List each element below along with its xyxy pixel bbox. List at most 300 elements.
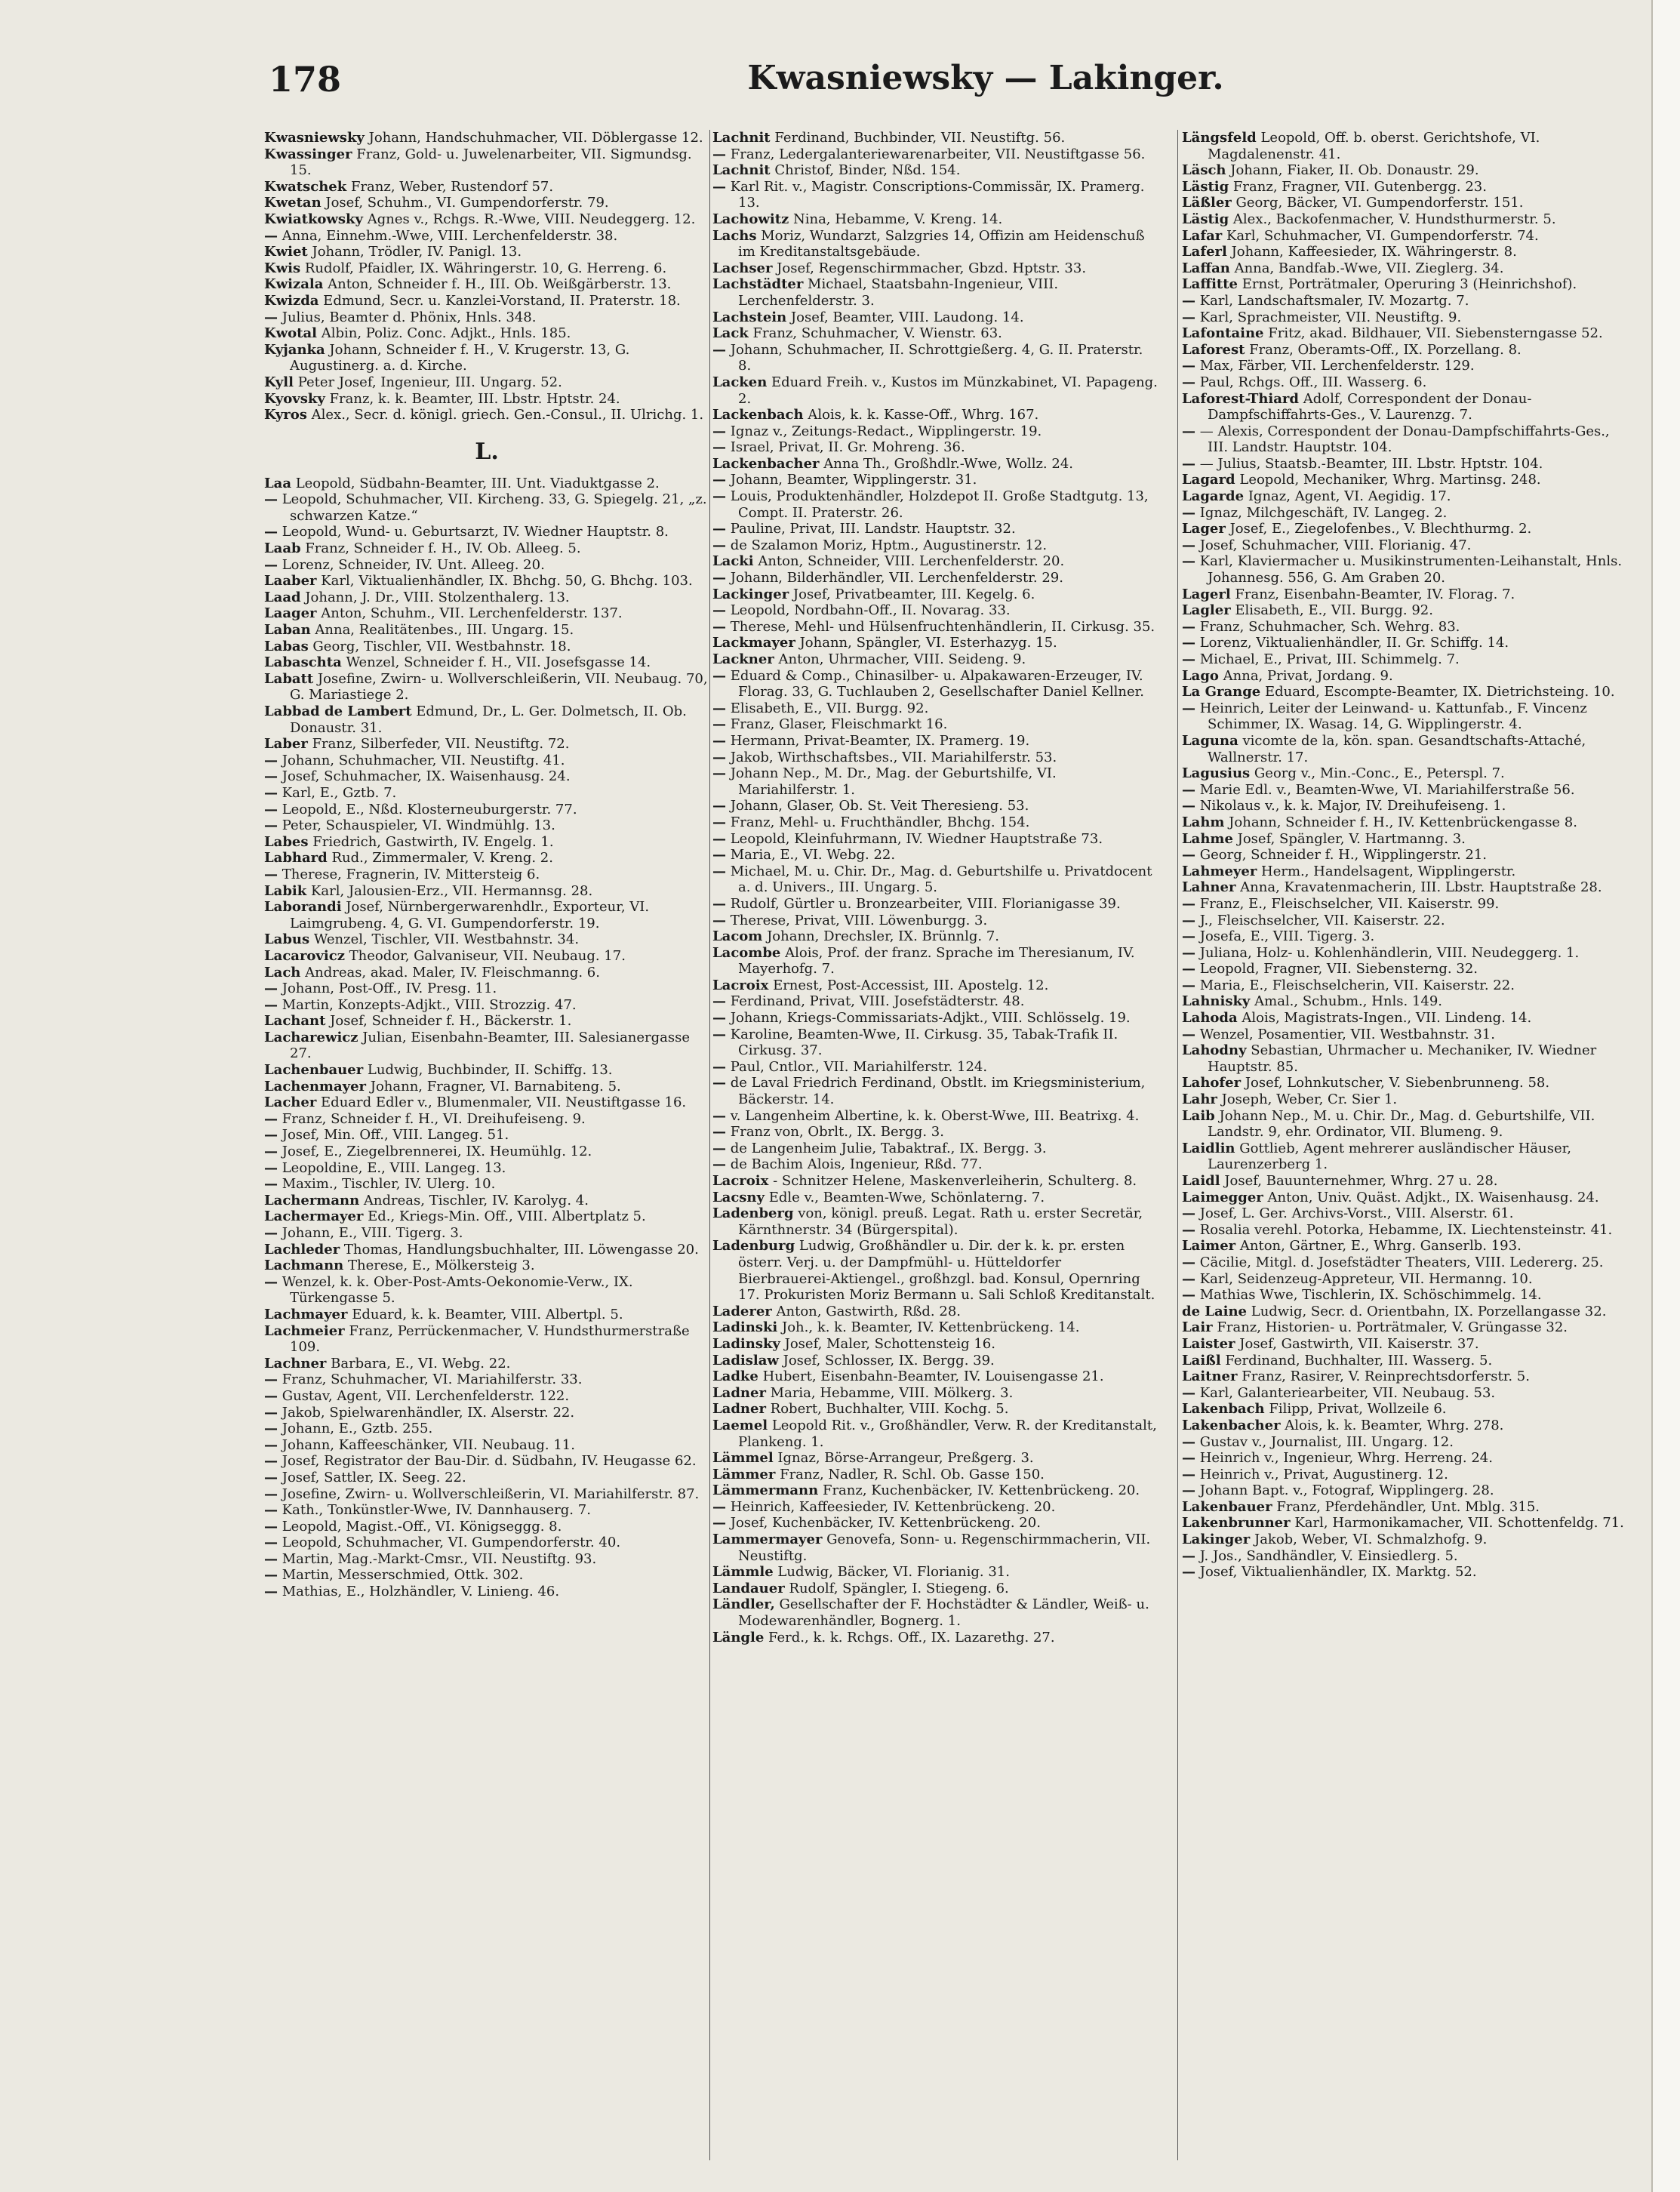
directory-entry: [264, 1258, 709, 1274]
entry-details: Albin, Poliz. Conc. Adjkt., Hnls. 185.: [316, 325, 571, 342]
directory-entry: [1182, 913, 1627, 929]
directory-entry: [712, 521, 1158, 537]
entry-details: Ferd., k. k. Rchgs. Off., IX. Lazarethg. 27.: [764, 1629, 1055, 1646]
entry-name: —: [1182, 781, 1195, 798]
entry-details: Josef, Schuhmacher, IX. Waisenhausg. 24.: [278, 768, 571, 785]
directory-entry: [712, 1482, 1158, 1499]
entry-details: Ferdinand, Buchbinder, VII. Neustiftg. 56.: [770, 130, 1066, 146]
entry-details: Therese, Mehl- und Hülsenfruchtenhändlerin, II. Cirkusg. 35.: [726, 618, 1155, 635]
entry-name: —: [712, 602, 726, 619]
entry-name: Laitner: [1182, 1368, 1238, 1385]
directory-entry: [264, 1437, 709, 1454]
directory-entry: [264, 1584, 709, 1600]
directory-entry: [1182, 700, 1627, 733]
directory-entry: [712, 928, 1158, 945]
entry-details: Johann, E., VIII. Tigerg. 3.: [278, 1225, 463, 1241]
directory-entry: [712, 945, 1158, 977]
entry-details: Rudolf, Spängler, I. Stiegeng. 6.: [784, 1580, 1009, 1596]
entry-details: Josef, E., Ziegelofenbes., V. Blechthurmg. 2.: [1225, 521, 1532, 537]
entry-name: —: [1182, 1205, 1195, 1222]
entry-name: Ladenburg: [712, 1238, 795, 1255]
directory-entry: [264, 622, 709, 639]
directory-entry: [264, 1519, 709, 1535]
entry-details: v. Langenheim Albertine, k. k. Oberst-Wwe, III. Beatrixg. 4.: [726, 1107, 1140, 1124]
directory-entry: [264, 244, 709, 260]
entry-name: Lagler: [1182, 602, 1231, 619]
directory-entry: [712, 342, 1158, 374]
entry-name: Kwetan: [264, 195, 322, 211]
directory-entry: [1182, 1450, 1627, 1467]
entry-details: vicomte de la, kön. span. Gesandtschafts-Attaché, Wallnerstr. 17.: [1208, 732, 1586, 765]
entry-details: Robert, Buchhalter, VIII. Kochg. 5.: [765, 1401, 1009, 1418]
entry-details: Ernst, Porträtmaler, Operuring 3 (Heinrichshof).: [1238, 276, 1577, 293]
entry-name: —: [1182, 1221, 1195, 1238]
entry-details: Franz, Rasirer, V. Reinprechtsdorferstr. 5.: [1237, 1368, 1530, 1385]
entry-name: —: [1182, 798, 1195, 814]
directory-entry: [1182, 276, 1627, 293]
entry-details: Nina, Hebamme, V. Kreng. 14.: [789, 211, 1003, 227]
entry-details: Amal., Schubm., Hnls. 149.: [1250, 993, 1443, 1010]
directory-entry: [264, 374, 709, 391]
directory-entry: [1182, 602, 1627, 619]
entry-name: Labatt: [264, 670, 314, 687]
entry-details: Maria, E., VI. Webg. 22.: [726, 847, 896, 864]
entry-details: Anton, Schuhm., VII. Lerchenfelderstr. 137.: [316, 605, 623, 622]
directory-entry: [712, 651, 1158, 668]
entry-name: —: [1182, 455, 1195, 472]
directory-entry: [1182, 1042, 1627, 1075]
entry-details: Josef, E., Ziegelbrennerei, IX. Heumühlg. 12.: [278, 1144, 592, 1160]
entry-details: Peter Josef, Ingenieur, III. Ungarg. 52.: [293, 374, 562, 390]
entry-name: —: [264, 524, 278, 540]
directory-entry: [1182, 651, 1627, 668]
directory-entry: [1182, 896, 1627, 913]
directory-entry: [712, 668, 1158, 700]
entry-name: —: [712, 1026, 726, 1042]
directory-entry: [1182, 1027, 1627, 1043]
entry-details: Leopold, Magist.-Off., VI. Königseggg. 8.: [278, 1518, 562, 1535]
entry-details: Wenzel, k. k. Ober-Post-Amts-Oekonomie-Verw., IX. Türkengasse 5.: [278, 1273, 633, 1307]
directory-entry: [712, 1353, 1158, 1369]
directory-entry: [1182, 488, 1627, 505]
entry-name: Kwizala: [264, 276, 324, 293]
entry-name: —: [712, 1515, 726, 1532]
entry-name: Laa: [264, 475, 291, 491]
entry-name: —: [712, 847, 726, 864]
directory-entry: [1182, 668, 1627, 685]
entry-name: —: [712, 472, 726, 488]
entry-name: —: [1182, 374, 1195, 390]
entry-details: Jakob, Spielwarenhändler, IX. Alserstr. 22.: [278, 1404, 575, 1421]
directory-entry: [1182, 619, 1627, 636]
entry-details: Rud., Zimmermaler, V. Kreng. 2.: [327, 850, 553, 867]
directory-entry: [264, 1274, 709, 1307]
entry-details: Karl, Schuhmacher, VI. Gumpendorferstr. 74.: [1222, 227, 1539, 244]
entry-details: Louis, Produktenhändler, Holzdepot II. Große Stadtgutg. 13, Compt. II. Praterstr. 26.: [726, 488, 1149, 521]
entry-details: Alois, k. k. Kasse-Off., Whrg. 167.: [803, 407, 1039, 423]
entry-name: —: [264, 227, 278, 244]
entry-name: Laber: [264, 736, 308, 753]
entry-name: Lacarovicz: [264, 947, 345, 964]
entry-details: Filipp, Privat, Wollzeile 6.: [1264, 1401, 1447, 1418]
directory-entry: [1182, 472, 1627, 488]
entry-name: Lahr: [1182, 1091, 1217, 1108]
entry-name: Lachner: [264, 1355, 327, 1372]
entry-name: —: [1182, 423, 1195, 439]
entry-name: —: [712, 521, 726, 537]
directory-entry: [264, 736, 709, 753]
entry-details: Anton, Univ. Quäst. Adjkt., IX. Waisenhausg. 24.: [1263, 1189, 1599, 1205]
directory-entry: [1182, 1141, 1627, 1173]
directory-entry: [712, 1336, 1158, 1353]
entry-name: Lagerl: [1182, 586, 1231, 602]
entry-details: Fritz, akad. Bildhauer, VII. Siebensterngasse 52.: [1263, 325, 1603, 342]
entry-name: —: [1182, 944, 1195, 961]
entry-details: Karoline, Beamten-Wwe, II. Cirkusg. 35, Tabak-Trafik II. Cirkusg. 37.: [726, 1026, 1118, 1059]
directory-entry: [264, 1062, 709, 1079]
directory-entry: [264, 195, 709, 211]
entry-name: Lach: [264, 964, 301, 981]
directory-entry: [264, 867, 709, 883]
entry-name: Lack: [712, 325, 749, 342]
directory-entry: [712, 586, 1158, 603]
entry-details: Martin, Konzepts-Adjkt., VIII. Strozzig. 47.: [278, 996, 577, 1013]
directory-entry: [712, 765, 1158, 798]
entry-name: Kwotal: [264, 325, 317, 342]
directory-entry: [264, 228, 709, 245]
directory-entry: [1182, 635, 1627, 651]
directory-entry: [264, 130, 709, 146]
directory-entry: [264, 931, 709, 948]
entry-details: Josef, Beamter, VIII. Laudong. 14.: [786, 309, 1024, 325]
directory-entry: [264, 1225, 709, 1242]
entry-name: —: [712, 537, 726, 553]
entry-name: Lago: [1182, 667, 1219, 684]
directory-entry: [1182, 1499, 1627, 1516]
directory-entry: [1182, 1515, 1627, 1532]
directory-entry: [1182, 1319, 1627, 1336]
entry-name: —: [264, 309, 278, 325]
entry-details: Leopold, Off. b. oberst. Gerichtshofe, VI. Magdalenenstr. 41.: [1208, 130, 1540, 162]
entry-name: Kyjanka: [264, 341, 325, 358]
directory-entry: [1182, 1385, 1627, 1402]
directory-entry: [1182, 456, 1627, 473]
entry-name: Läsch: [1182, 162, 1226, 179]
entry-details: Hubert, Eisenbahn-Beamter, IV. Louisengasse 21.: [758, 1368, 1104, 1385]
page-header: [269, 59, 1612, 112]
entry-name: Lachmann: [264, 1258, 344, 1274]
entry-name: Laab: [264, 540, 301, 557]
directory-entry: [264, 342, 709, 374]
entry-name: —: [1182, 1450, 1195, 1467]
directory-entry: [264, 965, 709, 981]
entry-details: Josefine, Zwirn- u. Wollverschleißerin, VII. Neubaug. 70, G. Mariastiege 2.: [290, 670, 708, 703]
entry-name: —: [1182, 504, 1195, 521]
entry-details: Anton, Schneider, VIII. Lerchenfelderstr. 20.: [753, 553, 1065, 570]
directory-entry: [264, 1502, 709, 1519]
entry-details: Franz, Ledergalanteriewarenarbeiter, VII. Neustiftgasse 56.: [726, 146, 1146, 162]
entry-name: —: [264, 1535, 278, 1551]
directory-entry: [712, 1059, 1158, 1076]
directory-entry: [264, 540, 709, 557]
entry-details: Johann Nep., M. u. Chir. Dr., Mag. d. Geburtshilfe, VII. Landstr. 9, ehr. Ordinator, VII. Blumeng. 9.: [1208, 1107, 1595, 1141]
entry-name: Laidl: [1182, 1173, 1220, 1189]
directory-entry: [264, 785, 709, 802]
entry-details: Josef, Gastwirth, VII. Kaiserstr. 37.: [1235, 1335, 1479, 1352]
entry-name: —: [712, 700, 726, 716]
directory-entry: [712, 1190, 1158, 1206]
entry-name: Lakenbacher: [1182, 1417, 1281, 1433]
directory-entry: [264, 1486, 709, 1503]
directory-entry: [264, 1176, 709, 1193]
entry-details: Anton, Gastwirth, Rßd. 28.: [771, 1303, 961, 1319]
entry-name: —: [712, 1156, 726, 1173]
entry-name: Laffitte: [1182, 276, 1238, 293]
entry-details: Josef, Schuhm., VI. Gumpendorferstr. 79.: [321, 195, 609, 211]
entry-details: Georg, Schneider f. H., Wipplingerstr. 21.: [1195, 847, 1488, 864]
entry-name: —: [712, 341, 726, 358]
directory-entry: [712, 276, 1158, 309]
directory-entry: [1182, 1304, 1627, 1320]
entry-name: Lachmayer: [264, 1306, 348, 1322]
entry-details: Eduard & Comp., Chinasilber- u. Alpakawaren-Erzeuger, IV. Florag. 33, G. Tuchlauben 2, Gesellschafter Daniel Kellner.: [726, 667, 1144, 700]
entry-details: Johann, Fiaker, II. Ob. Donaustr. 29.: [1226, 162, 1479, 179]
entry-name: —: [712, 863, 726, 879]
directory-entry: [712, 733, 1158, 750]
entry-name: Lakenbach: [1182, 1401, 1265, 1418]
entry-name: Lackinger: [712, 586, 789, 602]
entry-name: Lachmeier: [264, 1322, 345, 1339]
entry-name: —: [712, 1498, 726, 1515]
directory-entry: [264, 605, 709, 622]
directory-entry: [264, 476, 709, 492]
directory-entry: [264, 590, 709, 606]
entry-details: Genovefa, Sonn- u. Regenschirmmacherin, VII. Neustiftg.: [738, 1532, 1151, 1564]
entry-name: Lackner: [712, 651, 774, 667]
entry-details: Johann Bapt. v., Fotograf, Wipplingerg. 28.: [1195, 1482, 1494, 1499]
directory-entry: [712, 1596, 1158, 1629]
entry-details: Ferdinand, Privat, VIII. Josefstädterstr. 48.: [726, 993, 1025, 1010]
entry-name: Kwiet: [264, 244, 308, 260]
entry-name: —: [264, 784, 278, 801]
entry-name: Kyll: [264, 374, 294, 390]
entry-details: de Szalamon Moriz, Hptm., Augustinerstr. 12.: [726, 537, 1048, 553]
entry-details: Gustav, Agent, VII. Lerchenfelderstr. 122.: [278, 1387, 570, 1404]
entry-name: Lahoda: [1182, 1010, 1238, 1027]
entry-name: —: [264, 1584, 278, 1600]
entry-name: Lakinger: [1182, 1532, 1251, 1548]
entry-details: Peter, Schauspieler, VI. Windmühlg. 13.: [278, 817, 555, 834]
entry-name: Lagusius: [1182, 765, 1251, 782]
entry-details: Karl, Jalousien-Erz., VII. Hermannsg. 28.: [306, 882, 593, 899]
directory-entry: [264, 850, 709, 867]
entry-details: Leopold, Südbahn-Beamter, III. Unt. Viaduktgasse 2.: [291, 475, 660, 491]
entry-details: de Laval Friedrich Ferdinand, Obstlt. im Kriegsministerium, Bäckerstr. 14.: [726, 1075, 1146, 1108]
entry-details: Wenzel, Posamentier, VII. Westbahnstr. 31.: [1195, 1026, 1495, 1042]
entry-name: —: [264, 1469, 278, 1485]
directory-entry: [712, 472, 1158, 488]
entry-details: Ignaz, Milchgeschäft, IV. Langeg. 2.: [1195, 504, 1448, 521]
entry-name: —: [712, 732, 726, 749]
entry-details: Josef, Regenschirmmacher, Gbzd. Hptstr. 33.: [772, 260, 1087, 276]
entry-name: Laaber: [264, 573, 317, 590]
page-number: 178: [269, 59, 342, 100]
entry-name: —: [1182, 1026, 1195, 1042]
entry-name: Laferl: [1182, 244, 1227, 260]
directory-entry: [712, 913, 1158, 929]
directory-entry: [1182, 1222, 1627, 1239]
entry-details: Theodor, Galvaniseur, VII. Neubaug. 17.: [344, 947, 626, 964]
entry-name: Lämmer: [712, 1466, 776, 1482]
entry-details: Ludwig, Großhändler u. Dir. der k. k. pr. ersten österr. Verj. u. der Dampfmühl- u. Hütteldorfer Bierbrauerei-Aktiengel., großhzgl. bad. Konsul, Opernring 17. Prokuristen Moriz Bermann u. Sali Schloß Kreditanstalt.: [738, 1238, 1155, 1304]
entry-details: Josef, Spängler, V. Hartmanng. 3.: [1232, 830, 1466, 847]
entry-details: Ludwig, Secr. d. Orientbahn, IX. Porzellangasse 32.: [1247, 1303, 1607, 1319]
entry-details: Jakob, Weber, VI. Schmalzhofg. 9.: [1250, 1532, 1488, 1548]
entry-details: Michael, Staatsbahn-Ingenieur, VIII. Lerchenfelderstr. 3.: [738, 276, 1059, 309]
entry-name: Laister: [1182, 1335, 1235, 1352]
directory-entry: [264, 179, 709, 195]
entry-details: Adolf, Correspondent der Donau-Dampfschiffahrts-Ges., V. Laurenzg. 7.: [1208, 390, 1532, 423]
entry-details: Karl Rit. v., Magistr. Conscriptions-Commissär, IX. Pramerg. 13.: [726, 178, 1145, 211]
entry-details: Gottlieb, Agent mehrerer ausländischer Häuser, Laurenzerberg 1.: [1208, 1140, 1571, 1173]
entry-name: —: [712, 178, 726, 195]
directory-entry: [264, 524, 709, 540]
entry-name: Lachnit: [712, 130, 771, 146]
entry-details: Rosalia verehl. Potorka, Hebamme, IX. Liechtensteinstr. 41.: [1195, 1221, 1613, 1238]
directory-entry: [712, 537, 1158, 554]
entry-name: Lachs: [712, 227, 757, 244]
directory-entry: [1182, 977, 1627, 994]
entry-name: La Grange: [1182, 684, 1261, 700]
column-3: [1182, 130, 1627, 2168]
entry-details: Julian, Eisenbahn-Beamter, III. Salesianergasse 27.: [290, 1029, 691, 1062]
entry-name: Lahnisky: [1182, 993, 1251, 1010]
entry-name: Lammermayer: [712, 1532, 823, 1548]
entry-name: Lafar: [1182, 227, 1223, 244]
directory-entry: [264, 981, 709, 997]
entry-details: Paul, Cntlor., VII. Mariahilferstr. 124.: [726, 1058, 988, 1075]
entry-details: Josef, Nürnbergerwarenhdlr., Exporteur, VI. Laimgrubeng. 4, G. VI. Gumpendorferstr. 19.: [290, 899, 650, 931]
directory-entry: [1182, 864, 1627, 880]
directory-entry: [264, 671, 709, 703]
directory-entry: [264, 557, 709, 574]
entry-details: Barbara, E., VI. Webg. 22.: [326, 1355, 511, 1372]
directory-entry: [264, 1030, 709, 1062]
entry-details: Johann, Post-Off., IV. Presg. 11.: [278, 981, 497, 997]
directory-entry: [712, 1368, 1158, 1385]
directory-entry: [712, 456, 1158, 473]
entry-details: Anton, Schneider f. H., III. Ob. Weißgärberstr. 13.: [323, 276, 672, 293]
entry-name: Laemel: [712, 1417, 768, 1433]
entry-details: Rudolf, Gürtler u. Bronzearbeiter, VIII. Florianigasse 39.: [726, 895, 1121, 912]
column-1-entries-k: [264, 130, 709, 423]
directory-entry: [1182, 309, 1627, 326]
entry-name: Lachowitz: [712, 211, 789, 227]
entry-name: —: [264, 1421, 278, 1437]
entry-details: Josef, Privatbeamter, III. Kegelg. 6.: [789, 586, 1035, 602]
entry-name: —: [712, 146, 726, 162]
entry-details: de Langenheim Julie, Tabaktraf., IX. Bergg. 3.: [726, 1140, 1047, 1156]
entry-details: Ludwig, Bäcker, VI. Florianig. 31.: [773, 1564, 1010, 1581]
entry-details: Eduard, Escompte-Beamter, IX. Dietrichsteing. 10.: [1260, 684, 1615, 700]
entry-details: Johann, J. Dr., VIII. Stolzenthalerg. 13.: [300, 589, 570, 605]
directory-entry: [264, 407, 709, 423]
entry-details: Franz, Weber, Rustendorf 57.: [346, 178, 554, 195]
entry-name: —: [264, 1453, 278, 1470]
entry-details: Michael, M. u. Chir. Dr., Mag. d. Geburtshilfe u. Privatdocent a. d. Univers., III. Ungarg. 5.: [726, 863, 1152, 896]
entry-name: Lachant: [264, 1013, 326, 1030]
entry-name: —: [264, 491, 278, 508]
entry-details: Nikolaus v., k. k. Major, IV. Dreihufeiseng. 1.: [1195, 798, 1506, 814]
entry-details: — Julius, Staatsb.-Beamter, III. Lbstr. Hptstr. 104.: [1195, 455, 1543, 472]
entry-name: —: [264, 1502, 278, 1519]
directory-entry: [264, 883, 709, 900]
directory-entry: [712, 488, 1158, 521]
directory-entry: [712, 423, 1158, 440]
entry-details: Franz, Schuhmacher, V. Wienstr. 63.: [748, 325, 1002, 342]
directory-entry: [264, 1388, 709, 1405]
entry-name: Lahme: [1182, 830, 1233, 847]
directory-entry: [1182, 1190, 1627, 1206]
directory-entry: [1182, 260, 1627, 277]
directory-entry: [264, 1193, 709, 1209]
directory-entry: [712, 439, 1158, 456]
directory-entry: [1182, 358, 1627, 374]
directory-entry: [1182, 1418, 1627, 1434]
directory-entry: [712, 1515, 1158, 1532]
entry-details: Heinrich, Kaffeesieder, IV. Kettenbrückeng. 20.: [726, 1498, 1056, 1515]
directory-entry: [1182, 684, 1627, 700]
entry-details: Eduard Edler v., Blumenmaler, VII. Neustiftgasse 16.: [316, 1094, 687, 1111]
directory-entry: [264, 753, 709, 769]
directory-entry: [264, 260, 709, 277]
entry-details: Gesellschafter der F. Hochstädter & Ländler, Weiß- u. Modewarenhändler, Bognerg. 1.: [738, 1596, 1149, 1630]
entry-name: —: [712, 895, 726, 912]
entry-details: Johann, Beamter, Wipplingerstr. 31.: [726, 472, 977, 488]
entry-name: Lakenbrunner: [1182, 1515, 1291, 1532]
entry-name: —: [264, 1273, 278, 1290]
directory-entry: [1182, 814, 1627, 831]
directory-entry: [712, 325, 1158, 342]
entry-name: Laidlin: [1182, 1140, 1235, 1156]
entry-details: Johann, Kriegs-Commissariats-Adjkt., VIII. Schlösselg. 19.: [726, 1010, 1131, 1027]
directory-entry: [712, 211, 1158, 228]
entry-details: Franz von, Obrlt., IX. Bergg. 3.: [726, 1124, 944, 1141]
entry-name: Ladenberg: [712, 1205, 794, 1222]
directory-entry: [1182, 521, 1627, 537]
entry-name: Ladinski: [712, 1319, 778, 1336]
entry-name: —: [712, 1124, 726, 1141]
entry-name: Lagarde: [1182, 488, 1245, 505]
entry-name: Laderer: [712, 1303, 772, 1319]
directory-entry: [264, 391, 709, 408]
entry-name: Ladner: [712, 1401, 766, 1418]
entry-name: —: [264, 1225, 278, 1241]
directory-entry: [1182, 195, 1627, 211]
entry-details: Georg, Bäcker, VI. Gumpendorferstr. 151.: [1231, 195, 1524, 211]
entry-name: —: [712, 1010, 726, 1027]
entry-details: Heinrich v., Ingenieur, Whrg. Herreng. 24.: [1195, 1450, 1493, 1467]
directory-entry: [1182, 1108, 1627, 1141]
entry-details: Franz, Nadler, R. Schl. Ob. Gasse 150.: [775, 1466, 1045, 1482]
entry-details: Sebastian, Uhrmacher u. Mechaniker, IV. Wiedner Hauptstr. 85.: [1208, 1042, 1597, 1075]
entry-details: Leopold Rit. v., Großhändler, Verw. R. der Kreditanstalt, Plankeng. 1.: [738, 1417, 1157, 1450]
entry-details: Josef, Schuhmacher, VIII. Florianig. 47.: [1195, 537, 1472, 553]
directory-entry: [1182, 928, 1627, 945]
directory-entry: [1182, 993, 1627, 1010]
section-letter: L.: [475, 438, 499, 465]
directory-entry: [712, 1418, 1158, 1450]
